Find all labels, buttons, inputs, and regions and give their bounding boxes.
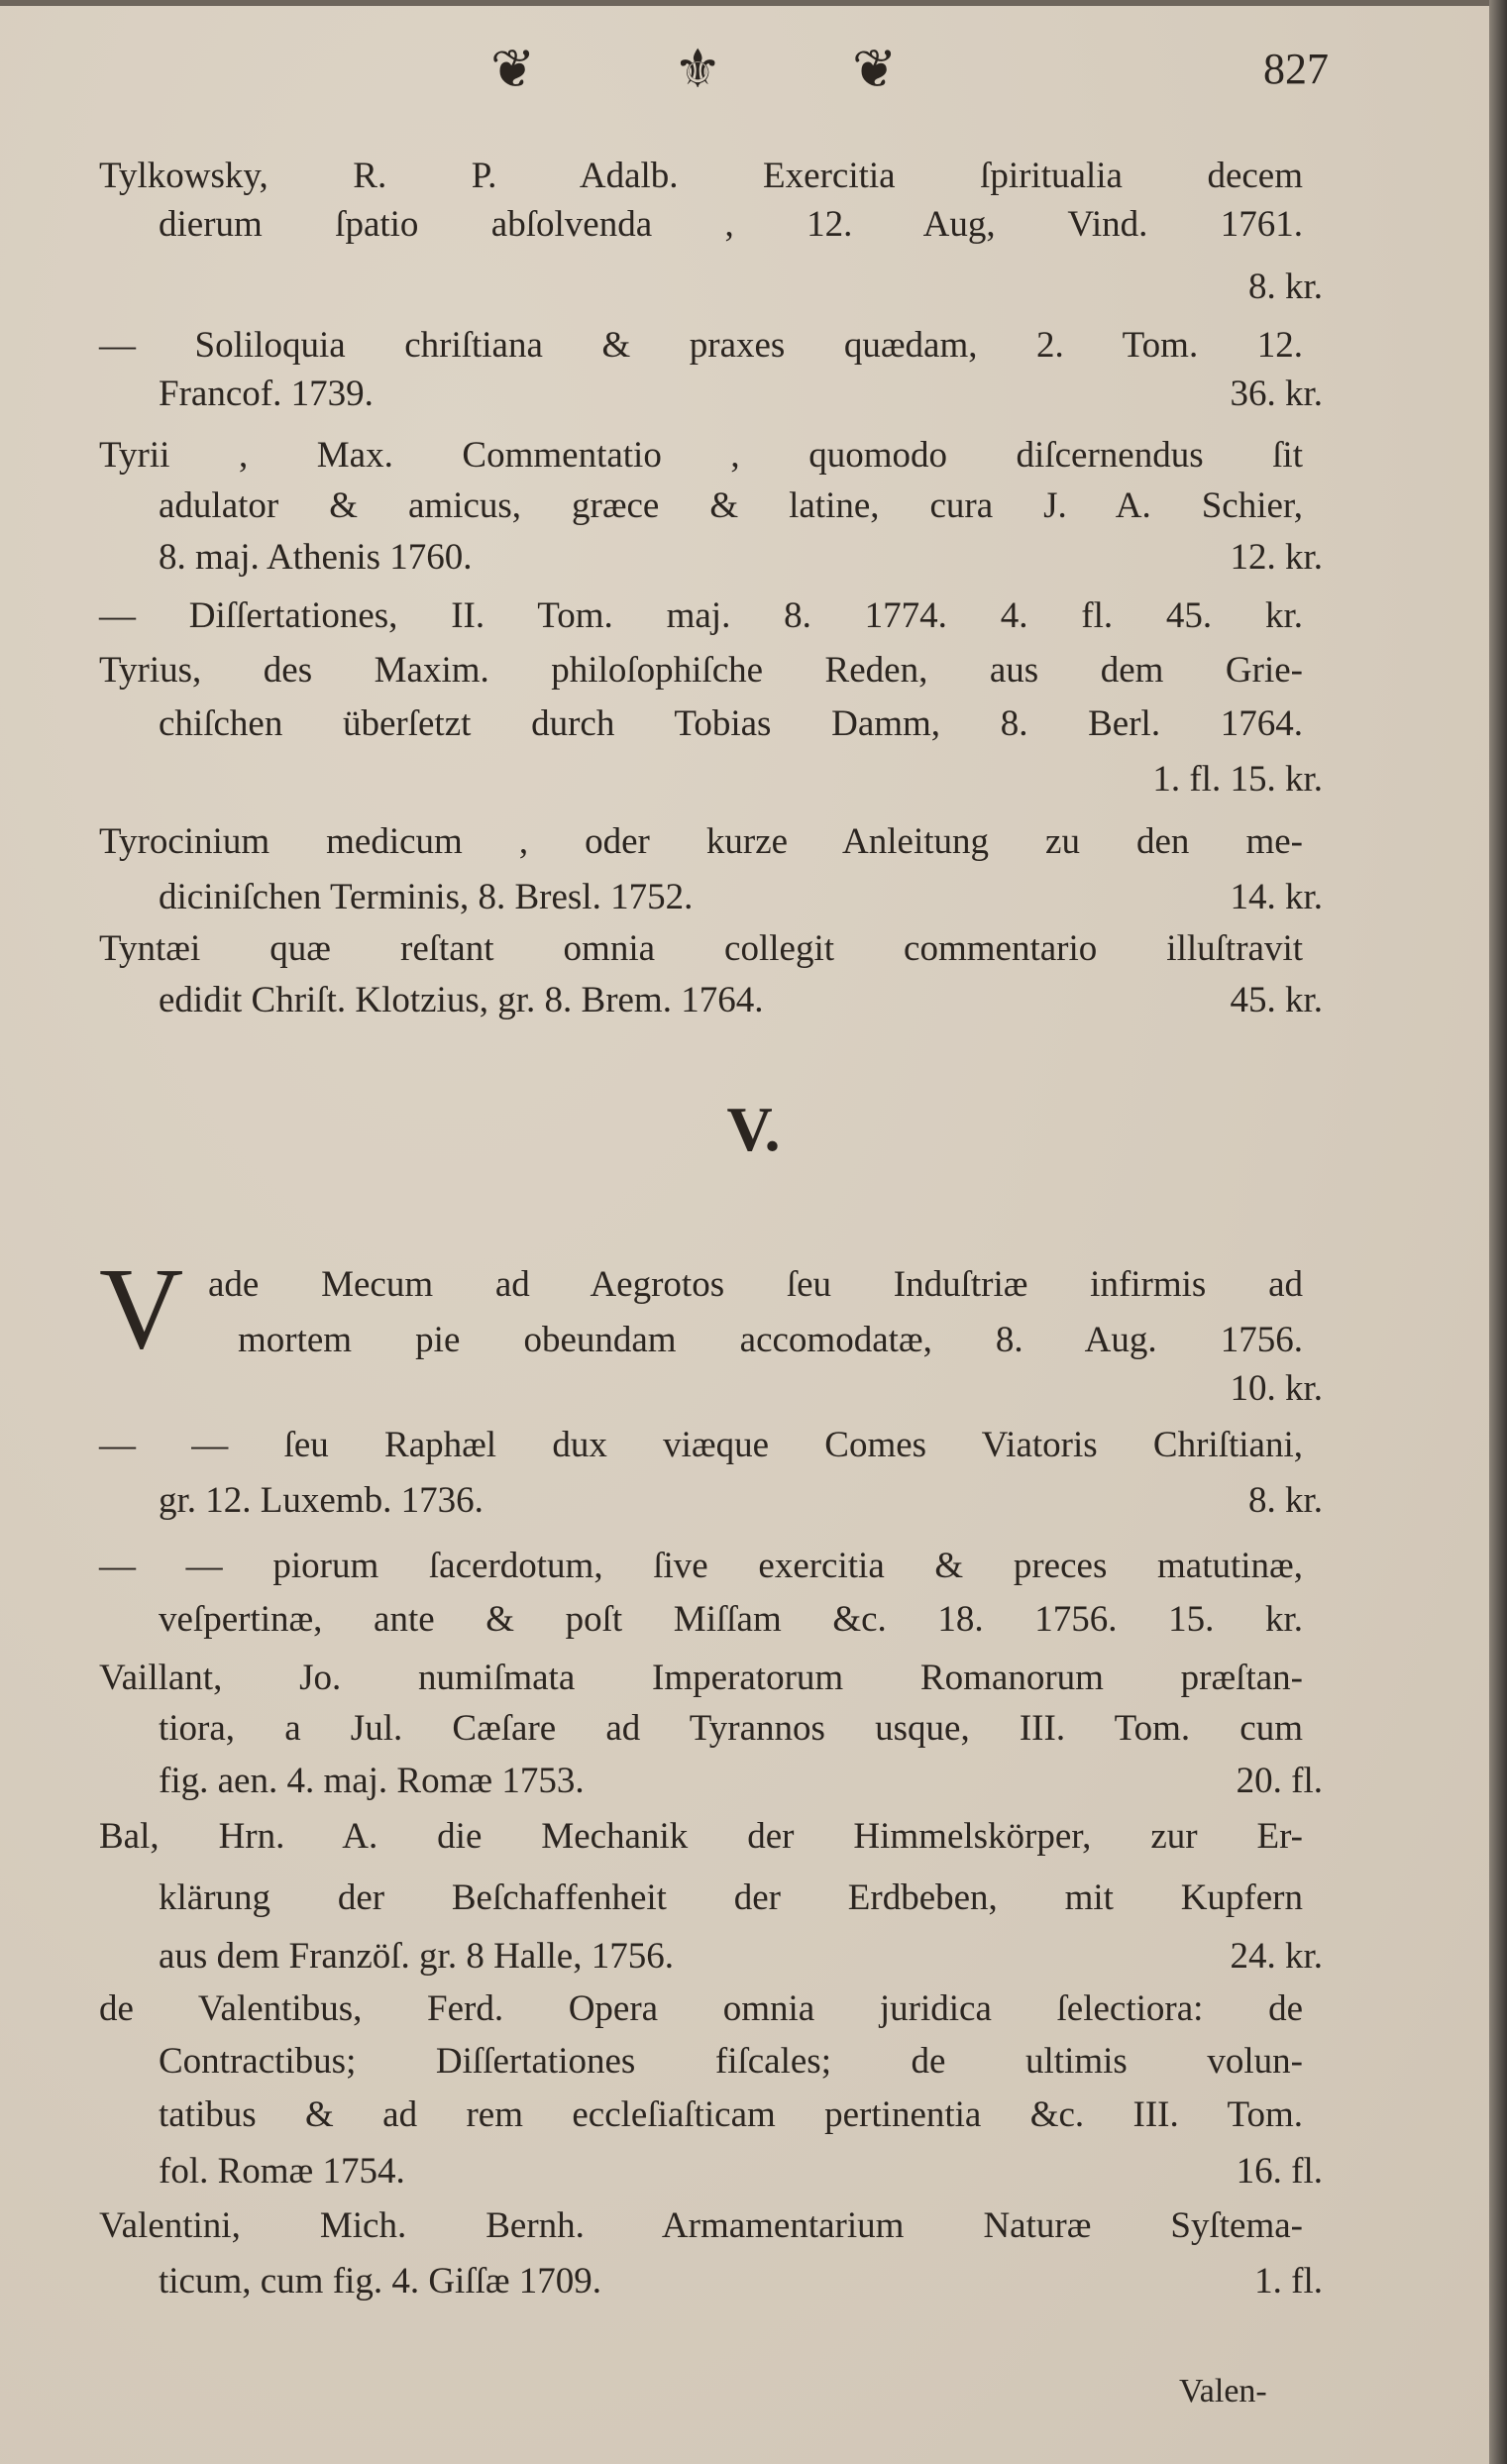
catchword: Valen- — [1179, 2373, 1267, 2410]
line-text: — Diſſertationes, II. Tom. maj. 8. 1774. 4. fl. 45. kr. — [99, 595, 1303, 636]
catalog-line — [238, 1317, 1323, 1364]
line-price: 1. fl. 15. kr. — [1152, 759, 1323, 800]
catalog-line — [99, 1985, 1323, 2033]
line-text: Tyntæi quæ reſtant omnia collegit commentario illuſtravit — [99, 928, 1303, 969]
catalog-line — [99, 153, 1323, 200]
line-text: edidit Chriſt. Klotzius, gr. 8. Brem. 1764. — [159, 980, 764, 1020]
line-text: Tyrius, des Maxim. philoſophiſche Reden, aus dem Grie- — [99, 650, 1303, 691]
catalog-line — [99, 1543, 1323, 1590]
drop-cap: V — [99, 1243, 184, 1373]
ornament-center-icon: ⚜ — [674, 40, 722, 99]
line-price: 14. kr. — [1230, 877, 1323, 917]
catalog-line — [159, 2258, 1323, 2305]
line-text: Tylkowsky, R. P. Adalb. Exercitia ſpiritualia decem — [99, 156, 1303, 196]
line-text: veſpertinæ, ante & poſt Miſſam &c. 18. 1756. 15. kr. — [159, 1599, 1303, 1640]
line-text: 8. maj. Athenis 1760. — [159, 537, 473, 578]
line-text: mortem pie obeundam accomodatæ, 8. Aug. 1756. — [238, 1320, 1303, 1360]
catalog-line — [159, 1596, 1323, 1644]
line-text: klärung der Beſchaffenheit der Erdbeben, mit Kupfern — [159, 1877, 1303, 1918]
line-text: Tyrii , Max. Commentatio , quomodo diſcernendus ſit — [99, 435, 1303, 476]
catalog-line — [99, 432, 1323, 480]
catalog-line — [159, 1933, 1323, 1981]
page-number: 827 — [1263, 45, 1329, 93]
line-text: gr. 12. Luxemb. 1736. — [159, 1480, 484, 1521]
line-text: tiora, a Jul. Cæſare ad Tyrannos usque, III. Tom. cum — [159, 1708, 1303, 1749]
catalog-line — [99, 2202, 1323, 2250]
line-text: diciniſchen Terminis, 8. Bresl. 1752. — [159, 877, 694, 917]
line-price: 10. kr. — [1230, 1368, 1323, 1409]
catalog-line — [159, 1705, 1323, 1753]
catalog-line — [159, 977, 1323, 1024]
line-text: adulator & amicus, græce & latine, cura J. A. Schier, — [159, 485, 1303, 526]
catalog-line — [99, 322, 1323, 370]
line-text: Contractibus; Diſſertationes fiſcales; de ultimis volun- — [159, 2041, 1303, 2082]
line-text: dierum ſpatio abſolvenda , 12. Aug, Vind. 1761. — [159, 204, 1303, 245]
catalog-line — [208, 1261, 1323, 1309]
catalog-line — [159, 2038, 1323, 2086]
page-top-edge — [0, 0, 1507, 6]
line-text: Valentini, Mich. Bernh. Armamentarium Naturæ Syſtema- — [99, 2205, 1303, 2246]
line-text: — Soliloquia chriſtiana & praxes quædam, 2. Tom. 12. — [99, 325, 1303, 366]
line-text: Vaillant, Jo. numiſmata Imperatorum Romanorum præſtan- — [99, 1658, 1303, 1698]
line-text: ade Mecum ad Aegrotos ſeu Induſtriæ infirmis ad — [208, 1264, 1303, 1305]
ornament-left-icon: ❦ — [490, 40, 536, 99]
page-right-edge — [1489, 0, 1507, 2464]
catalog-line — [99, 647, 1323, 695]
line-price: 8. kr. — [1247, 1480, 1323, 1521]
catalog-line — [159, 756, 1323, 803]
line-text: fig. aen. 4. maj. Romæ 1753. — [159, 1761, 585, 1801]
line-text: — — piorum ſacerdotum, ſive exercitia & preces matutinæ, — [99, 1546, 1303, 1586]
catalog-line — [159, 201, 1323, 249]
line-price: 16. fl. — [1236, 2151, 1323, 2192]
catalog-line — [99, 1422, 1323, 1469]
catalog-line — [159, 264, 1323, 311]
line-text: ticum, cum fig. 4. Giſſæ 1709. — [159, 2261, 602, 2302]
line-price: 1. fl. — [1254, 2261, 1323, 2302]
line-price: 8. kr. — [1247, 267, 1323, 307]
ornament-right-icon: ❦ — [852, 40, 898, 99]
catalog-line — [159, 2148, 1323, 2196]
section-heading: V. — [726, 1094, 781, 1164]
line-text: Bal, Hrn. A. die Mechanik der Himmelskörper, zur Er- — [99, 1816, 1303, 1857]
line-text: Francof. 1739. — [159, 374, 374, 414]
catalog-line — [159, 534, 1323, 582]
catalog-line — [99, 925, 1323, 973]
line-price: 24. kr. — [1230, 1936, 1323, 1977]
line-price: 36. kr. — [1230, 374, 1323, 414]
line-text: tatibus & ad rem eccleſiaſticam pertinentia &c. III. Tom. — [159, 2094, 1303, 2135]
line-text: fol. Romæ 1754. — [159, 2151, 405, 2192]
catalog-line — [99, 818, 1323, 866]
line-price: 20. fl. — [1236, 1761, 1323, 1801]
catalog-line — [159, 874, 1323, 921]
line-text: Tyrocinium medicum , oder kurze Anleitung zu den me- — [99, 821, 1303, 862]
line-text: aus dem Franzöſ. gr. 8 Halle, 1756. — [159, 1936, 674, 1977]
catalog-line — [99, 1813, 1323, 1861]
catalog-line — [238, 1365, 1323, 1413]
catalog-line — [159, 2091, 1323, 2139]
catalog-line — [159, 1477, 1323, 1525]
catalog-line — [159, 371, 1323, 418]
catalog-line — [99, 1655, 1323, 1702]
catalog-line — [99, 592, 1323, 640]
catalog-line — [159, 1875, 1323, 1922]
line-text: de Valentibus, Ferd. Opera omnia juridica ſelectiora: de — [99, 1988, 1303, 2029]
catalog-line — [159, 700, 1323, 748]
line-price: 45. kr. — [1230, 980, 1323, 1020]
line-price: 12. kr. — [1230, 537, 1323, 578]
catalog-line — [159, 482, 1323, 530]
line-text: — — ſeu Raphæl dux viæque Comes Viatoris Chriſtiani, — [99, 1425, 1303, 1465]
line-text: chiſchen überſetzt durch Tobias Damm, 8. Berl. 1764. — [159, 703, 1303, 744]
catalog-line — [159, 1758, 1323, 1805]
